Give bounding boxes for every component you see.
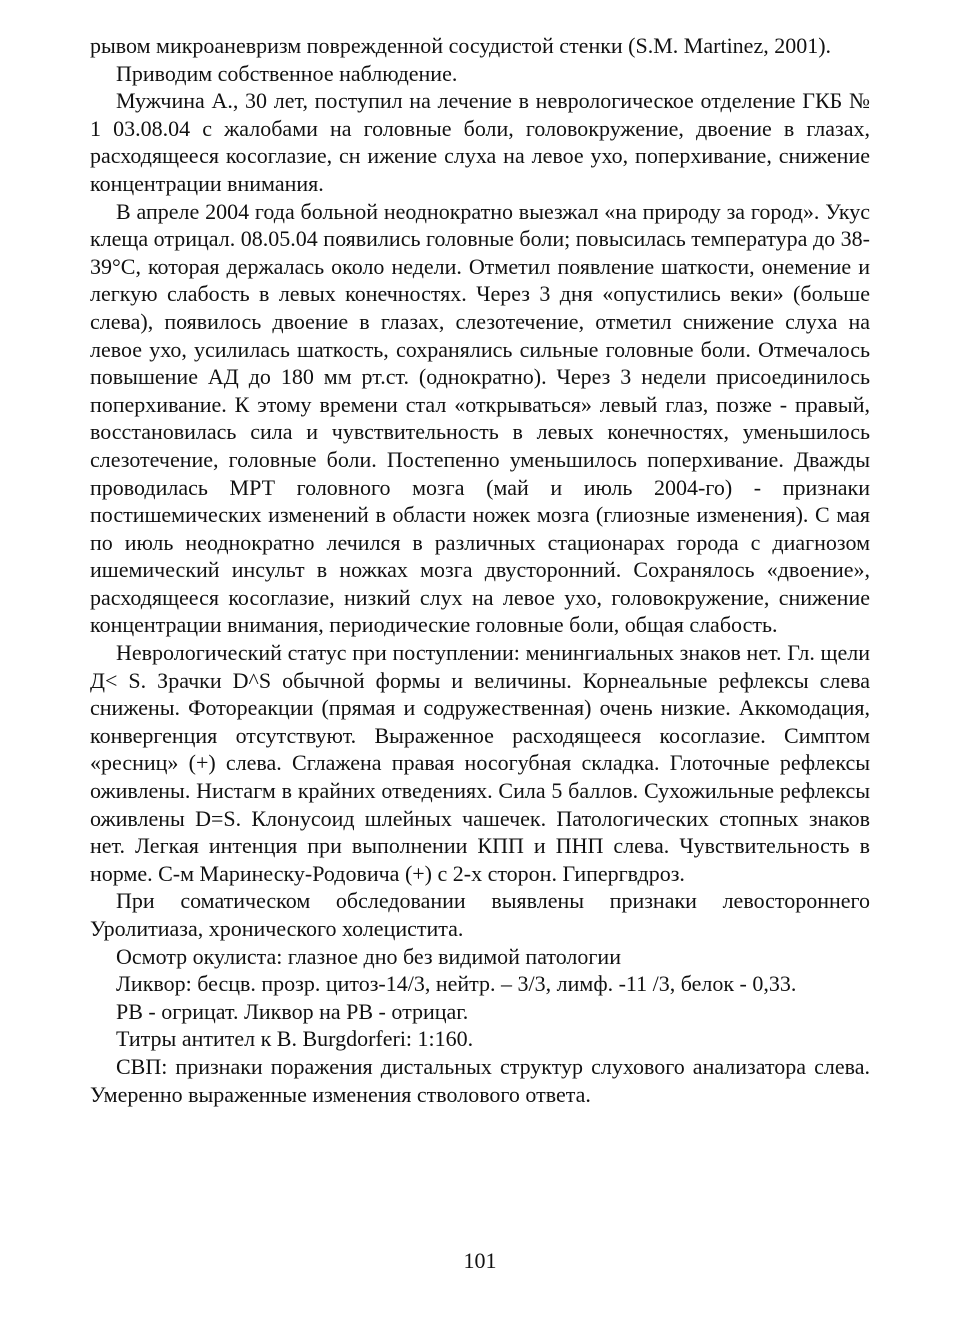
document-page (90, 32, 870, 1108)
paragraph-csf: Ликвор: бесцв. прозр. цитоз-14/3, нейтр. – 3/3, лимф. -11 /3, белок - 0,33. (116, 971, 797, 997)
paragraph-anamnesis: В апреле 2004 года больной неоднократно выезжал «на природу за город». Укус клеща отрицал. 08.05.04 появились головные боли; повысилась температура до 38-39°С, которая держалась около недели. Отметил появление шаткости, онемение и легкую слабость в левых конечностях. Через 3 дня «опустились веки» (больше слева), появилось двоение в глазах, слезотечение, отметил снижение слуха на левое ухо, усилилась шаткость, сохранялись сильные головные боли. Отмечалось повышение АД до 180 мм рт.ст. (однократно). Через 3 недели присоединилось поперхивание. К этому времени стал «открываться» левый глаз, позже - правый, восстановилась сила и чувствительность в левых конечностях, уменьшилось слезотечение, головные боли. Постепенно уменьшилось поперхивание. Дважды проводилась МРТ головного мозга (май и июль 2004-го) - признаки постишемических изменений в области ножек мозга (глиозные изменения). С мая по июль неоднократно лечился в различных стационарах города с диагнозом ишемический инсульт в ножках мозга двусторонний. Сохранялось «двоение», расходящееся косоглазие, низкий слух на левое ухо, головокружение, снижение концентрации внимания, периодические головные боли, общая слабость. (90, 198, 870, 638)
paragraph-somatic-exam: При соматическом обследовании выявлены признаки левостороннего Уролитиаза, хронического холецистита. (90, 888, 870, 941)
paragraph-rw: РВ - огрицат. Ликвор на РВ - отрицаг. (116, 998, 469, 1024)
paragraph-antibody-titers: Титры антител к В. Burgdorferi: 1:160. (116, 1026, 474, 1052)
page-number: 101 (463, 1248, 497, 1273)
paragraph-intro-observation: Приводим собственное наблюдение. (116, 60, 458, 86)
paragraph-ophthalmologist: Осмотр окулиста: глазное дно без видимой патологии (116, 943, 621, 969)
paragraph-patient-complaints: Мужчина А., 30 лет, поступил на лечение в неврологическое отделение ГКБ № 1 03.08.04 с жалобами на головные боли, головокружение, двоение в глазах, расходящееся косоглазие, сн ижение слуха на левое ухо, поперхивание, снижение концентрации внимания. (90, 88, 870, 196)
paragraph-neurological-status: Неврологический статус при поступлении: менингиальных знаков нет. Гл. щели Д< S. Зрачки D^S обычной формы и величины. Корнеальные рефлексы слева снижены. Фотореакции (прямая и содружественная) очень низкие. Аккомодация, конвергенция отсутствуют. Выраженное расходящееся косоглазие. Симптом «ресниц» (+) слева. Сглажена правая носогубная складка. Глоточные рефлексы оживлены. Нистагм в крайних отведениях. Сила 5 баллов. Сухожильные рефлексы оживлены D=S. Клонусоид шлейных чашечек. Патологических стопных знаков нет. Легкая интенция при выполнении КПП и ПНП слева. Чувствительность в норме. С-м Маринеску-Родовича (+) с 2-х сторон. Гипергвдроз. (90, 640, 870, 886)
paragraph-continuation: рывом микроаневризм поврежденной сосудистой стенки (S.M. Martinez, 2001). (90, 33, 832, 58)
paragraph-evoked-potentials: СВП: признаки поражения дистальных структур слухового анализатора слева. Умеренно выраженные изменения стволового ответа. (90, 1053, 870, 1107)
